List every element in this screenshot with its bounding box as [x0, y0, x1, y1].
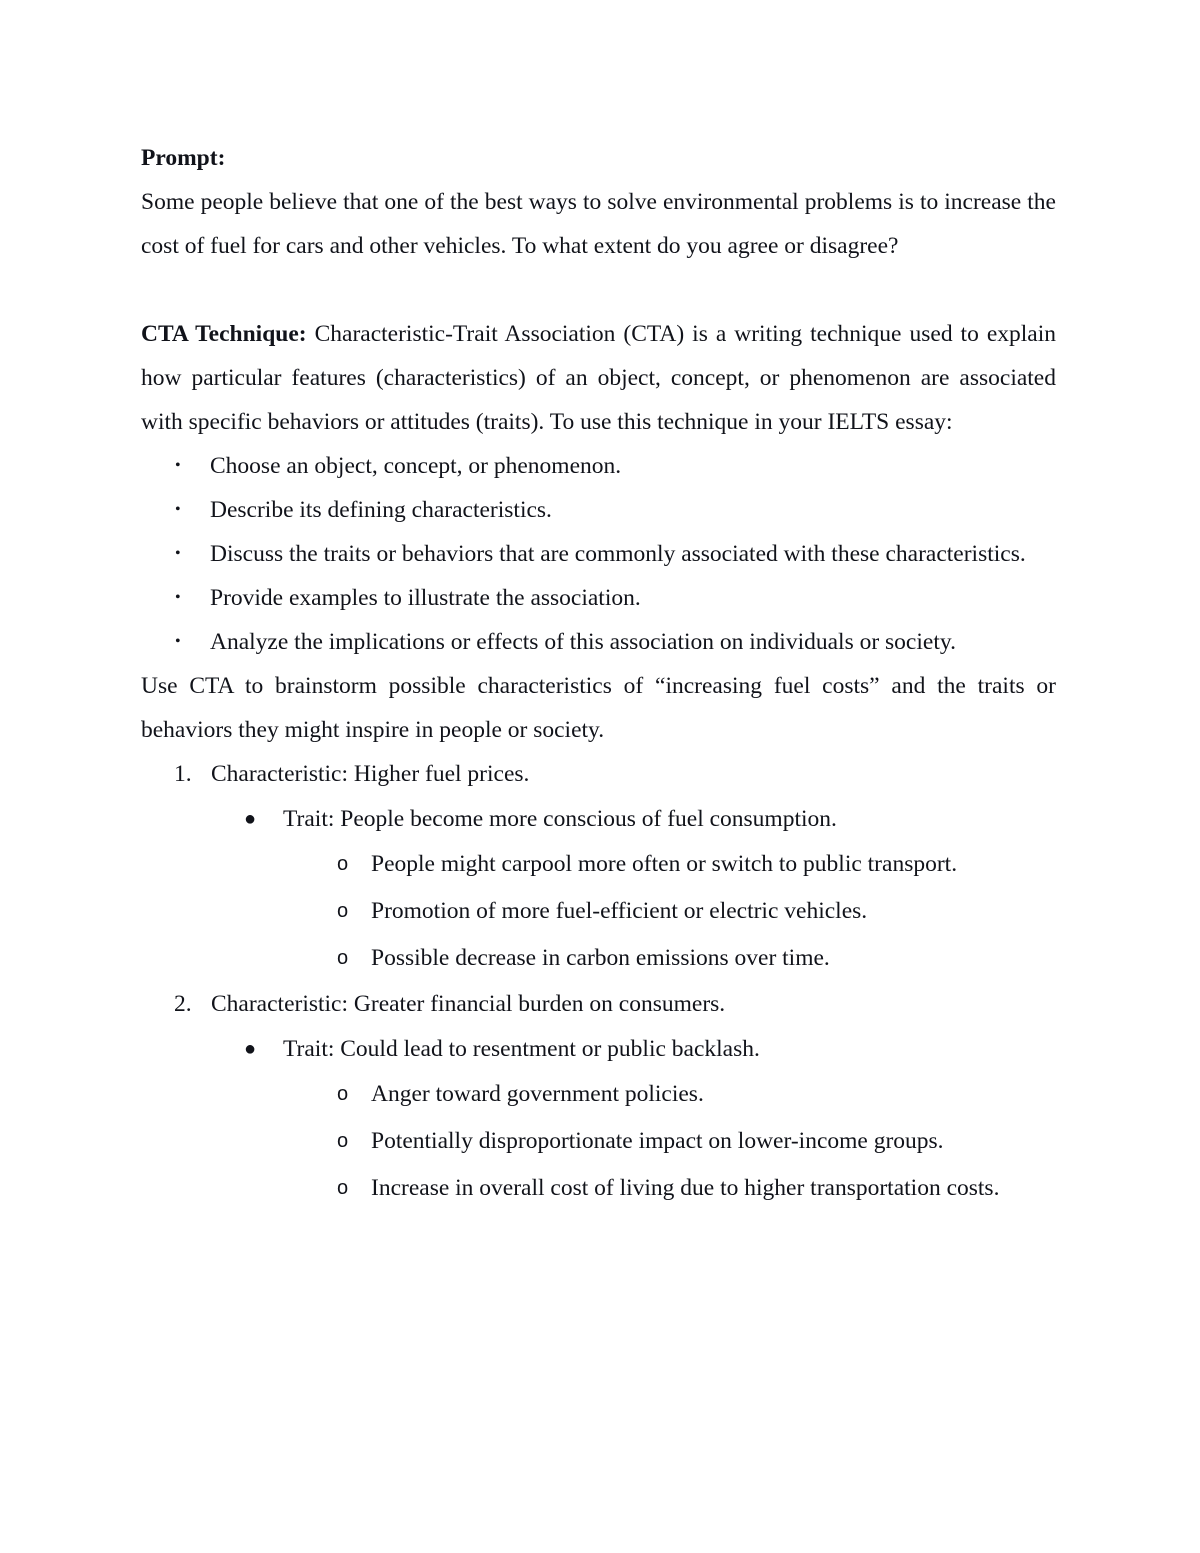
bullet-marker: • [175, 633, 181, 650]
cta-paragraph [141, 312, 1056, 444]
trait-text: Trait: Could lead to resentment or public backlash. [283, 1036, 760, 1062]
characteristics-list [141, 752, 1056, 1212]
step-text: Discuss the traits or behaviors that are commonly associated with these characteristics. [210, 541, 1026, 567]
bullet-marker: • [175, 545, 181, 562]
example-text: Increase in overall cost of living due to higher transportation costs. [371, 1175, 1000, 1201]
characteristic-item [141, 982, 1056, 1212]
bullet-marker: • [175, 457, 181, 474]
list-item [141, 532, 1056, 576]
example-text: Possible decrease in carbon emissions over time. [371, 945, 830, 971]
brainstorm-intro: Use CTA to brainstorm possible characteristics of “increasing fuel costs” and the traits or behaviors they might inspire in people or society. [141, 673, 1056, 743]
list-item [141, 576, 1056, 620]
list-item [141, 488, 1056, 532]
brainstorm-section [141, 664, 1056, 1212]
spacer [141, 268, 1056, 312]
example-text: Promotion of more fuel-efficient or electric vehicles. [371, 898, 868, 924]
example-line [141, 1165, 1056, 1212]
number-marker: 2. [174, 991, 192, 1017]
prompt-label: Prompt: [141, 145, 226, 171]
document-page [141, 136, 1056, 1212]
example-line [141, 1071, 1056, 1118]
cta-steps-list [141, 444, 1056, 664]
prompt-section [141, 136, 1056, 268]
cta-section [141, 312, 1056, 664]
characteristic-item [141, 752, 1056, 982]
circle-marker: o [337, 1177, 349, 1199]
circle-marker: o [337, 900, 349, 922]
trait-text: Trait: People become more conscious of fuel consumption. [283, 806, 837, 832]
characteristic-line [141, 752, 1056, 797]
prompt-text: Some people believe that one of the best ways to solve environmental problems is to increase the cost of fuel for cars and other vehicles. To what extent do you agree or disagree? [141, 189, 1056, 259]
step-text: Describe its defining characteristics. [210, 497, 552, 523]
example-line [141, 841, 1056, 888]
bullet-marker: • [175, 589, 181, 606]
circle-marker: o [337, 947, 349, 969]
cta-label: CTA Technique: [141, 321, 307, 347]
step-text: Choose an object, concept, or phenomenon. [210, 453, 622, 479]
example-text: Anger toward government policies. [371, 1081, 704, 1107]
number-marker: 1. [174, 761, 192, 787]
cta-text: Characteristic-Trait Association (CTA) is a writing technique used to explain how particular features (characteristics) of an object, concept, or phenomenon are associated with specific behaviors or attitudes (traits). To use this technique in your IELTS essay: [141, 321, 1057, 435]
example-text: People might carpool more often or switch to public transport. [371, 851, 958, 877]
example-line [141, 888, 1056, 935]
example-line [141, 935, 1056, 982]
circle-marker: o [337, 1083, 349, 1105]
characteristic-text: Characteristic: Greater financial burden on consumers. [211, 991, 726, 1017]
step-text: Provide examples to illustrate the association. [210, 585, 641, 611]
trait-line [141, 797, 1056, 841]
bullet-marker: ● [244, 1038, 257, 1060]
example-line [141, 1118, 1056, 1165]
trait-line [141, 1027, 1056, 1071]
bullet-marker: • [175, 501, 181, 518]
characteristic-line [141, 982, 1056, 1027]
list-item [141, 620, 1056, 664]
example-text: Potentially disproportionate impact on lower-income groups. [371, 1128, 944, 1154]
characteristic-text: Characteristic: Higher fuel prices. [211, 761, 530, 787]
bullet-marker: ● [244, 808, 257, 830]
list-item [141, 444, 1056, 488]
circle-marker: o [337, 853, 349, 875]
step-text: Analyze the implications or effects of this association on individuals or society. [210, 629, 956, 655]
circle-marker: o [337, 1130, 349, 1152]
